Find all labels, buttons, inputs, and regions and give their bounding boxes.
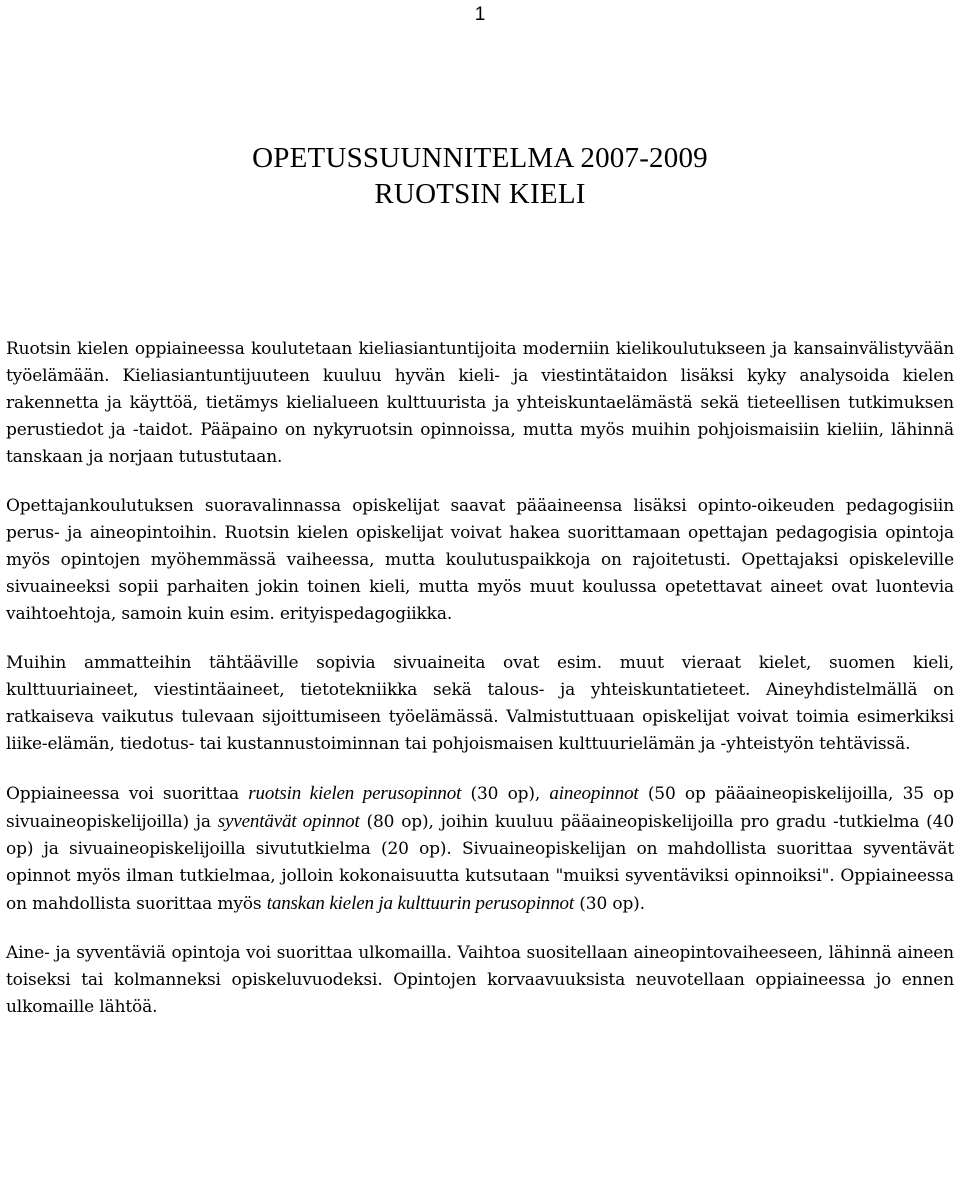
- page-number: 1: [474, 4, 486, 25]
- paragraph-other-professions: Muihin ammatteihin tähtääville sopivia sivuaineita ovat esim. muut vieraat kielet, suomen kieli, kulttuuriaineet, viestintäaineet, tietotekniikka sekä talous- ja yhteiskuntatieteet. Aineyhdistelmällä on ratkaiseva vaikutus tulevaan sijoittumiseen työelämässä. Valmistuttuaan opiskelijat voivat toimia esimerkiksi liike-elämän, tiedotus- tai kustannustoiminnan tai pohjoismaisen kulttuurielämän ja -yhteistyön tehtävissä.: [6, 653, 954, 754]
- title-line-1: OPETUSSUUNNITELMA 2007-2009: [252, 142, 708, 174]
- studies-text-5: (30 op).: [574, 894, 645, 914]
- course-name-advanced: syventävät opinnot: [217, 811, 360, 832]
- title-line-2: RUOTSIN KIELI: [374, 178, 586, 210]
- course-name-basic: ruotsin kielen perusopinnot: [248, 783, 462, 804]
- course-name-danish: tanskan kielen ja kulttuurin perusopinnot: [266, 893, 575, 914]
- studies-text-3: (50 op pääaineopiskelijoilla, 35 op sivuaineopiskelijoilla) ja: [6, 784, 954, 832]
- paragraph-intro: Ruotsin kielen oppiaineessa koulutetaan kieliasiantuntijoita moderniin kielikoulutukseen ja kansainvälistyvään työelämään. Kieliasiantuntijuuteen kuuluu hyvän kieli- ja viestintätaidon lisäksi kyky analysoida kielen rakennetta ja käyttöä, tietämys kielialueen kulttuurista ja yhteiskuntaelämästä sekä tieteellisen tutkimuksen perustiedot ja -taidot. Pääpaino on nykyruotsin opinnoissa, mutta myös muihin pohjoismaisiin kieliin, lähinnä tanskaan ja norjaan tutustutaan.: [6, 339, 954, 467]
- studies-text-1: Oppiaineessa voi suorittaa: [6, 784, 249, 804]
- paragraph-abroad: Aine- ja syventäviä opintoja voi suorittaa ulkomailla. Vaihtoa suositellaan aineopintovaiheeseen, lähinnä aineen toiseksi tai kolmanneksi opiskeluvuodeksi. Opintojen korvaavuuksista neuvotellaan oppiaineessa jo ennen ulkomaille lähtöä.: [6, 943, 954, 1017]
- document-title: [0, 140, 960, 212]
- paragraph-studies: [6, 780, 954, 918]
- course-name-intermediate: aineopinnot: [549, 783, 639, 804]
- paragraph-teacher-training: Opettajankoulutuksen suoravalinnassa opiskelijat saavat pääaineensa lisäksi opinto-oikeuden pedagogisiin perus- ja aineopintoihin. Ruotsin kielen opiskelijat voivat hakea suorittamaan opettajan pedagogisia opintoja myös opintojen myöhemmässä vaiheessa, mutta koulutuspaikkoja on rajoitetusti. Opettajaksi opiskeleville sivuaineeksi sopii parhaiten jokin toinen kieli, mutta myös muut koulussa opetettavat aineet ovat luontevia vaihtoehtoja, samoin kuin esim. erityispedagogiikka.: [6, 496, 954, 624]
- studies-text-2: (30 op),: [461, 784, 550, 804]
- studies-text-4: (80 op), joihin kuuluu pääaineopiskelijoilla pro gradu -tutkielma (40 op) ja sivuaineopiskelijoilla sivututkielma (20 op). Sivuaineopiskelijan on mahdollista suorittaa syventävät opinnot myös ilman tutkielmaa, jolloin kokonaisuutta kutsutaan "muiksi syventäviksi opinnoiksi". Oppiaineessa on mahdollista suorittaa myös: [6, 812, 954, 914]
- document-body: [6, 336, 954, 1021]
